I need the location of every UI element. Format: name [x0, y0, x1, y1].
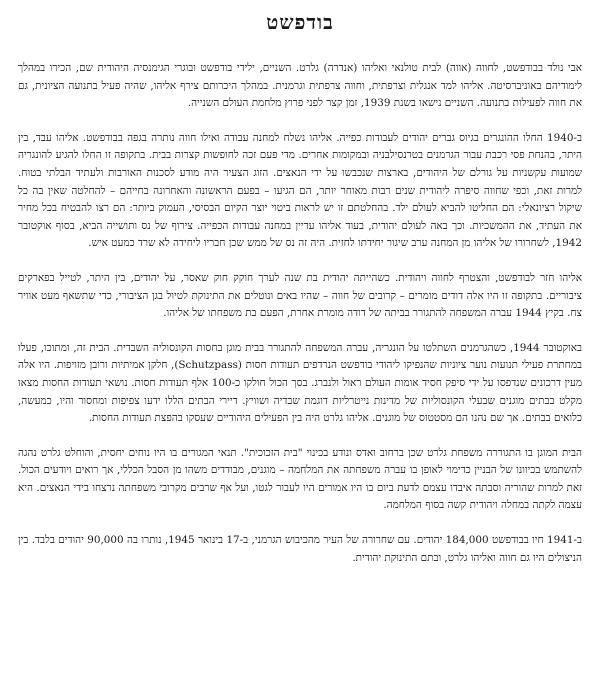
- paragraph-2: ב-1940 החלו ההונגרים בגיוס גברים יהודים לעבודות כפייה. אליהו נשלח למחנה עבודה ואילו חווה נותרה בגפה בבודפשט. אליהו עבד, בין היתר, בהנחת פסי רכבת עבור הגרמנים בטרנסילבניה ובמקומות אחרים. מדי פעם זכה לחופשות קצרות בבית. בתקופה זו החלו להגיע להונגריה שמועות עקשניות על גורלם של היהודים, בארצות שנכבשו על ידי הנאצים. הזוג הצעיר היה מודע לסכנות האורבות ולעתיד הבלתי בטוח. למרות זאת, וכפי שחווה סיפרה ליהודית שנים רבות מאוחר יותר, הם הגיעו – בפעם הראשונה והאחרונה בחייהם – להחלטה שאין בה כל שיקול רציונאלי: הם החליטו להביא לעולם ילד. בהחלטתם זו יש לראות ביטוי יוצר הקיום הבסיסי, העמוק ביותר: הם רצו להבטיח בכל מחיר את העתיד, את ההמשכיות. וכך באה לעולם יהודית, בעוד אליהו עדיין במחנה עבודות הכפייה. צירוף של נס ותושייה הביא, בסוף אוקטובר 1942, לשחרורו של אליהו מן המחנה ערב שיגור יחידתו לחזית. היה זה נס של ממש שכן חבריו ליחידה לא שרד כמעט איש.: [18, 131, 582, 250]
- paragraph-6: ב-1941 חיו בבודפשט 184,000 יהודים. עם שחרורה של העיר מהכיבוש הגרמני, ב-17 בינואר 1945, נותרו בה 90,000 יהודים בלבד. בין הניצולים היו גם חווה ואליהו גלרט, ובתם התינוקת יהודית.: [18, 534, 582, 564]
- paragraph-1: אבי נולד בבודפשט, לחווה (אווה) לבית טולנאי ואליהו (אנדרה) גלרט. השניים, ילידי בודפשט ובוגרי הגימנסיה היהודית שם, הכירו במהלך לימודיהם באוניברסיטה. אליהו למד אנגלית וצרפתית, וחווה צרפתית וגרמנית. במהלך היכרותם צירף אליהו, שהיה פעיל בתנועה הציונית, גם את חווה לפעילות בתנועה. השניים נישאו בשנת 1939, זמן קצר לפני פרוץ מלחמת העולם השנייה.: [18, 62, 582, 110]
- paragraph-4: באוקטובר 1944, כשהגרמנים השתלטו על הונגריה, עברה המשפחה להתגורר בבית מוגן בחסות הקונסוליה השבדית. הבית זה, ומתוכו, פעלו במחתרת פעילי תנועות נוער ציוניות שהנפיקו ליהודי בודפשט הנרדפים תעודות חסות (Schutzpass), חלקן אמיתיות ורובן מזויפות. היו אלה מעין דרכונים שנדפסו על ידי סיפק חסיד אומות העולם ראול ולנברג. בסך הכול חולקו כ-100 אלף תעודות חסות. נושאי תעודות החסות מצאו מקלט בבתים מוגנים שבעלי הקונסוליות של מדינות נייטרליות דוגמת שבדיה ושוויץ. דיירי הבתים הללו ידעו צפיפות ומחסור והיו, כמעשה, כלואים בבתים. אך שם נהנו הם מסטטוס של מוגנים. אליהו גלרט היה בין הפעילים היהודיים שעסקו בהפצת תעודות החסות.: [18, 341, 582, 425]
- paragraph-3: אליהו חזר לבודפשט, והצטרף לחווה ויהודית. כשהייתה יהודית בת שנה לערך חוקק חוק שאסר, על יהודים, בין היתר, לטייל בפארקים ציבוריים. בתקופה זו היו אלה דודים מומרים – קרובים של חווה – שהיו באים ונוטלים את התינוקת לטיול בגן הציבורי, כדי שתשאף מעט אוויר צח. בקיץ 1944 עברה המשפחה להתגורר בביתה של דודה מומרת אחרת, הפעם בת משפחתו של אליהו.: [18, 271, 582, 320]
- document-body: [18, 60, 582, 567]
- paragraph-5: הבית המוגן בו התגוררה משפחת גלרט שכן ברחוב ואדס ונודע בכינוי "בית הזכוכית". תנאי המגורים בו היו נוחים יחסית, והוחלט גלרט נהגה להשתמש בכיוונו של הבניין כדימוי לאופן בו עברה משפחתה את המלחמה – מוגנים, מבודדים משהו מן הסבל הכללי, אך רואים ויודעים הכול. זאת למרות שהוריה וסבתה איבדו עצמם לדעת ביום בו היו אמורים היו לעבור לגטו, ועל אף שרבים מקרובי משפחתה נרצחו בידי הנאצים. היא עצמה לקתה במחלה ויהודית קשה בסוף המלחמה.: [18, 446, 582, 512]
- page-title: בודפשט: [266, 10, 334, 34]
